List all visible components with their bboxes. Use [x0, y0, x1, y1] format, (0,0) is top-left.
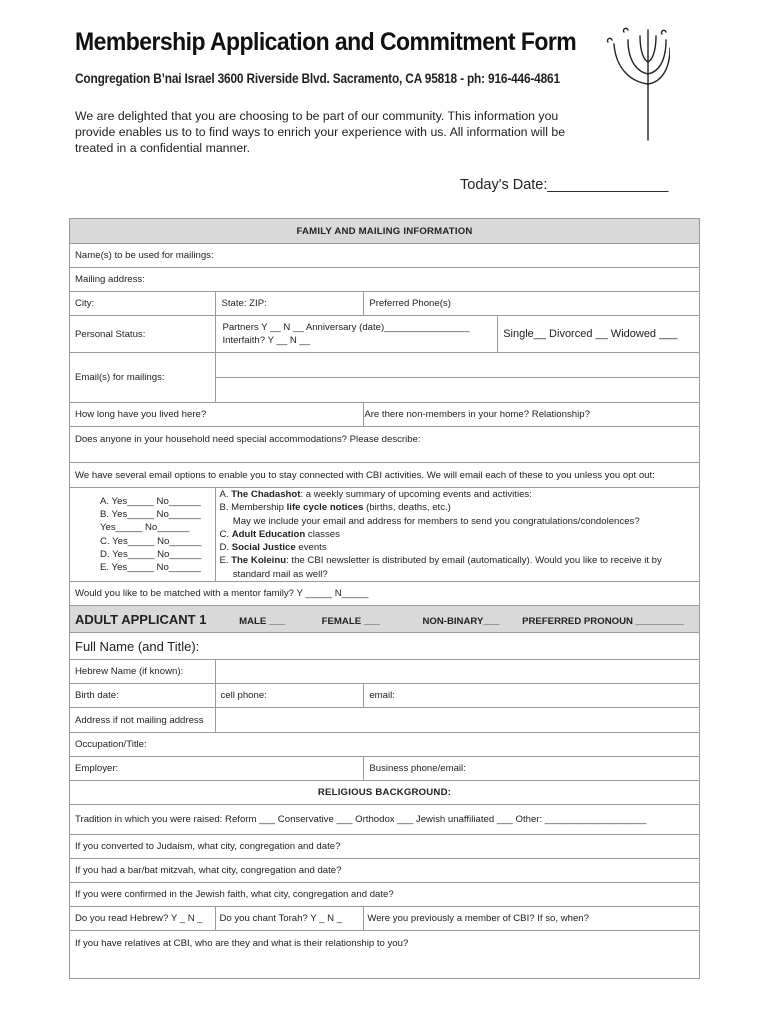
yes-no-a[interactable]: A. Yes_____ No______ [100, 495, 201, 507]
occupation-field[interactable]: Occupation/Title: [70, 733, 700, 757]
partners-line: Partners Y __ N __ Anniversary (date)________________ [222, 322, 470, 333]
option-e: E. The Koleinu: the CBI newsletter is distributed by email (automatically). Would you like to receive it by [219, 555, 662, 567]
male-option[interactable]: MALE ___ [239, 615, 285, 627]
yes-no-column[interactable] [70, 488, 216, 582]
option-b: B. Membership life cycle notices (births, deaths, etc.) [219, 502, 451, 514]
option-b-2: May we include your email and address for members to send you congratulations/condolences? [219, 515, 640, 527]
chant-torah-field[interactable]: Do you chant Torah? Y _ N _ [216, 907, 364, 931]
form-title: Membership Application and Commitment Form [75, 28, 577, 56]
state-zip-field[interactable]: State: ZIP: [216, 292, 364, 316]
previous-member-field[interactable]: Were you previously a member of CBI? If so, when? [364, 907, 700, 931]
email-field-1[interactable] [216, 353, 700, 378]
congregation-address: Congregation B’nai Israel 3600 Riverside Blvd. Sacramento, CA 95818 - ph: 916-446-4861 [75, 71, 560, 86]
employer-field[interactable]: Employer: [70, 757, 364, 781]
adult-applicant-header [70, 606, 700, 633]
cell-phone-field[interactable]: cell phone: [216, 684, 364, 708]
converted-field[interactable]: If you converted to Judaism, what city, congregation and date? [70, 835, 700, 859]
full-name-field[interactable]: Full Name (and Title): [70, 633, 700, 660]
tradition-field[interactable]: Tradition in which you were raised: Reform ___ Conservative ___ Orthodox ___ Jewish unaffiliated ___ Other: ___________________ [70, 805, 700, 835]
pronoun-field[interactable]: PREFERRED PRONOUN _________ [522, 615, 684, 627]
email-field[interactable]: email: [364, 684, 700, 708]
applicant-heading: ADULT APPLICANT 1 [75, 611, 207, 627]
email-field-2[interactable] [216, 378, 700, 403]
birth-date-field[interactable]: Birth date: [70, 684, 216, 708]
mailing-address-field[interactable]: Mailing address: [70, 268, 700, 292]
membership-form-table [69, 218, 700, 979]
alt-address-input[interactable] [216, 708, 700, 733]
yes-no-b2[interactable]: Yes_____ No______ [100, 522, 190, 534]
accommodations-field[interactable] [70, 427, 700, 463]
emails-label: Email(s) for mailings: [70, 353, 216, 403]
mailing-names-field[interactable]: Name(s) to be used for mailings: [70, 244, 700, 268]
partners-field[interactable] [216, 316, 498, 353]
intro-text: We are delighted that you are choosing to be part of our community. This information you provide enables us to to find ways to enrich your experience with us. All information will be treated in a confidential manner. [75, 109, 566, 155]
email-options-list [216, 488, 700, 582]
read-hebrew-field[interactable]: Do you read Hebrew? Y _ N _ [70, 907, 216, 931]
relatives-field[interactable] [70, 931, 700, 979]
family-section-heading: FAMILY AND MAILING INFORMATION [70, 219, 700, 244]
option-d: D. Social Justice events [219, 542, 327, 554]
confirmed-field[interactable]: If you were confirmed in the Jewish faith, what city, congregation and date? [70, 883, 700, 907]
email-options-intro: We have several email options to enable you to stay connected with CBI activities. We will email each of these to you unless you opt out: [70, 463, 700, 488]
business-phone-field[interactable]: Business phone/email: [364, 757, 700, 781]
yes-no-c[interactable]: C. Yes_____ No______ [100, 535, 202, 547]
non-members-field[interactable]: Are there non-members in your home? Relationship? [364, 403, 700, 427]
hebrew-name-input[interactable] [216, 660, 700, 684]
hebrew-name-label: Hebrew Name (if known): [70, 660, 216, 684]
option-a: A. The Chadashot: a weekly summary of upcoming events and activities: [219, 489, 532, 501]
nonbinary-option[interactable]: NON-BINARY___ [422, 615, 500, 627]
yes-no-b[interactable]: B. Yes_____ No______ [100, 509, 201, 521]
alt-address-label: Address if not mailing address [70, 708, 216, 733]
religious-heading: RELIGIOUS BACKGROUND: [70, 781, 700, 805]
female-option[interactable]: FEMALE ___ [321, 615, 380, 627]
single-divorced-widowed-field[interactable]: Single__ Divorced __ Widowed ___ [498, 316, 700, 353]
mentor-family-field[interactable]: Would you like to be matched with a mentor family? Y _____ N_____ [70, 582, 700, 606]
relatives-label: If you have relatives at CBI, who are they and what is their relationship to you? [75, 938, 409, 949]
option-e-2: standard mail as well? [219, 568, 328, 580]
personal-status-label: Personal Status: [70, 316, 216, 353]
todays-date-field[interactable]: Today's Date:_______________ [460, 177, 669, 193]
interfaith-line: Interfaith? Y __ N __ [222, 335, 311, 346]
menorah-logo-icon [600, 22, 670, 142]
preferred-phone-field[interactable]: Preferred Phone(s) [364, 292, 700, 316]
how-long-field[interactable]: How long have you lived here? [70, 403, 364, 427]
accommodations-label: Does anyone in your household need special accommodations? Please describe: [75, 434, 421, 445]
yes-no-d[interactable]: D. Yes_____ No______ [100, 548, 202, 560]
option-c: C. Adult Education classes [219, 528, 340, 540]
mitzvah-field[interactable]: If you had a bar/bat mitzvah, what city, congregation and date? [70, 859, 700, 883]
yes-no-e[interactable]: E. Yes_____ No______ [100, 561, 201, 573]
city-field[interactable]: City: [70, 292, 216, 316]
